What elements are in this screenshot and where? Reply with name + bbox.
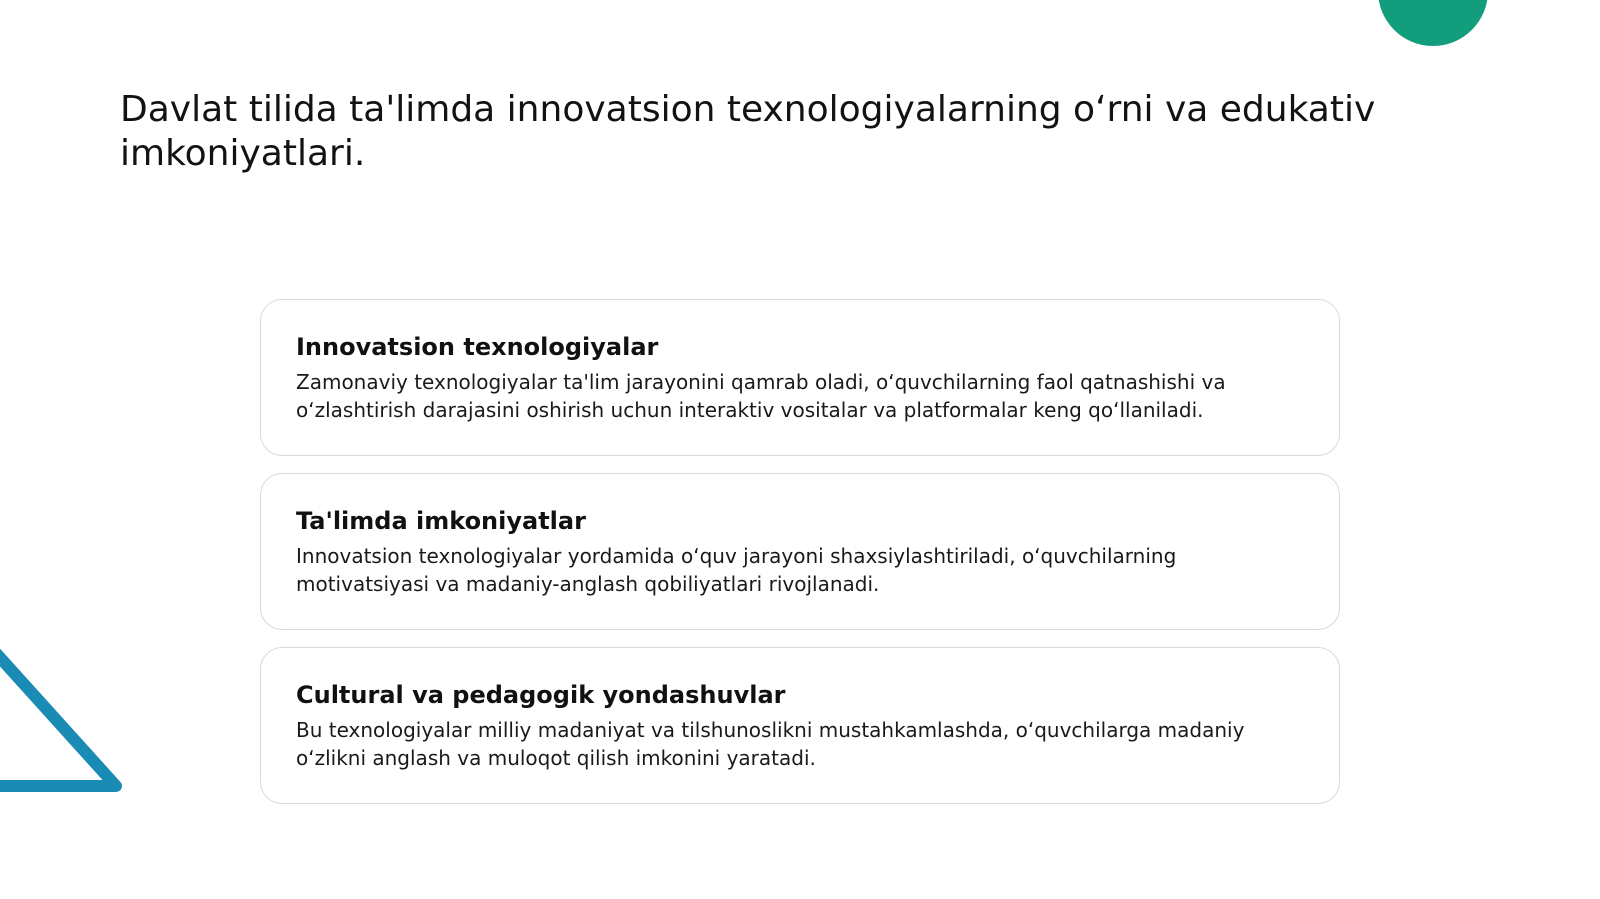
card-heading: Cultural va pedagogik yondashuvlar	[296, 681, 786, 709]
card-text: Bu texnologiyalar milliy madaniyat va tilshunoslikni mustahkamlashda, o‘quvchilarga madaniy o‘zlikni anglash va muloqot qilish imkonini yaratadi.	[296, 718, 1245, 770]
card-heading: Innovatsion texnologiyalar	[296, 333, 659, 361]
card-text: Innovatsion texnologiyalar yordamida o‘quv jarayoni shaxsiylashtiriladi, o‘quvchilarning motivatsiyasi va madaniy-anglash qobiliyatlari rivojlanadi.	[296, 544, 1177, 596]
decorative-green-circle	[1378, 0, 1488, 46]
card-list	[260, 299, 1340, 821]
decorative-blue-triangle	[0, 560, 140, 820]
card-heading: Ta'limda imkoniyatlar	[296, 507, 586, 535]
card-educational-opportunities	[260, 473, 1340, 630]
card-text: Zamonaviy texnologiyalar ta'lim jarayonini qamrab oladi, o‘quvchilarning faol qatnashishi va o‘zlashtirish darajasini oshirish uchun interaktiv vositalar va platformalar keng qo‘llaniladi.	[296, 370, 1226, 422]
card-cultural-pedagogical-approaches	[260, 647, 1340, 804]
card-innovative-technologies	[260, 299, 1340, 456]
slide-title: Davlat tilida ta'limda innovatsion texnologiyalarning o‘rni va edukativ imkoniyatlari.	[120, 89, 1376, 174]
